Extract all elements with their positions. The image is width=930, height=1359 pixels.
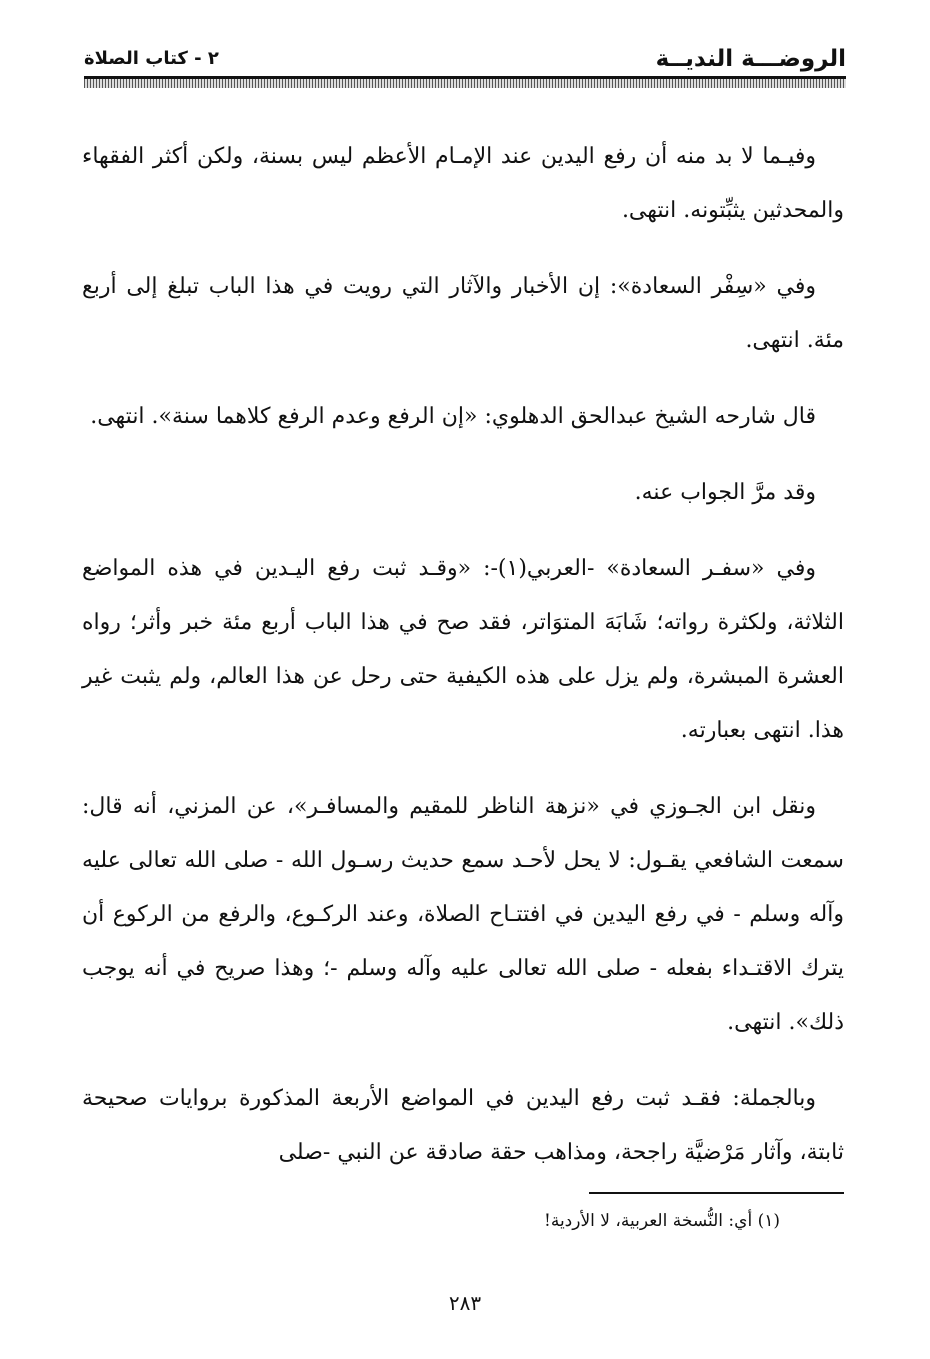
- paragraph: وبالجملة: فقـد ثبت رفع اليدين في المواضع الأربعة المذكورة بروايات صحيحة ثابتة، وآثار مَرْضيَّة راجحة، ومذاهب حقة صادقة عن النبي -صلى: [82, 1086, 844, 1165]
- footnote-rule: [589, 1192, 844, 1194]
- footnote: (١) أي: النُّسخة العربية، لا الأردية!: [544, 1211, 780, 1231]
- body-text: [82, 130, 844, 1202]
- paragraph: وفي «سفـر السعادة» -العربي(١)-: «وقـد ثبت رفع اليـدين في هذه المواضع الثلاثة، ولكثرة رواته؛ شَابَهَ المتوَاتر، فقد صح في هذا الباب أربع مئة خبر وأثر؛ رواه العشرة المبشرة، ولم يزل على هذه الكيفية حتى رحل عن هذا العالم، ولم يثبت غير هذا. انتهى بعبارته.: [82, 556, 844, 743]
- paragraph: وقد مرَّ الجواب عنه.: [634, 480, 816, 505]
- header-book-title: الروضـــة النديــة: [655, 46, 846, 72]
- header-chapter-title: ٢ - كتاب الصلاة: [84, 48, 219, 69]
- running-header: [84, 40, 846, 74]
- paragraph: قال شارحه الشيخ عبدالحق الدهلوي: «إن الرفع وعدم الرفع كلاهما سنة». انتهى.: [90, 404, 816, 429]
- page-number: ٢٨٣: [448, 1291, 482, 1315]
- paragraph: ونقل ابن الجـوزي في «نزهة الناظر للمقيم والمسافـر»، عن المزني، أنه قال: سمعت الشافعي يقـول: لا يحل لأحـد سمع حديث رسـول الله - صلى الله تعالى عليه وآله وسلم - في رفع اليدين في افتتـاح الصلاة، وعند الركـوع، والرفع من الركوع أن يترك الاقتـداء بفعله - صلى الله تعالى عليه وآله وسلم -؛ وهذا صريح في أنه يوجب ذلك». انتهى.: [82, 794, 844, 1035]
- paragraph: وفي «سِفْر السعادة»: إن الأخبار والآثار التي رويت في هذا الباب تبلغ إلى أربع مئة. انتهى.: [82, 274, 844, 353]
- header-rule: [84, 76, 846, 88]
- paragraph: وفيـما لا بد منه أن رفع اليدين عند الإمـام الأعظم ليس بسنة، ولكن أكثر الفقهاء والمحدثين يثبِّتونه. انتهى.: [82, 144, 844, 223]
